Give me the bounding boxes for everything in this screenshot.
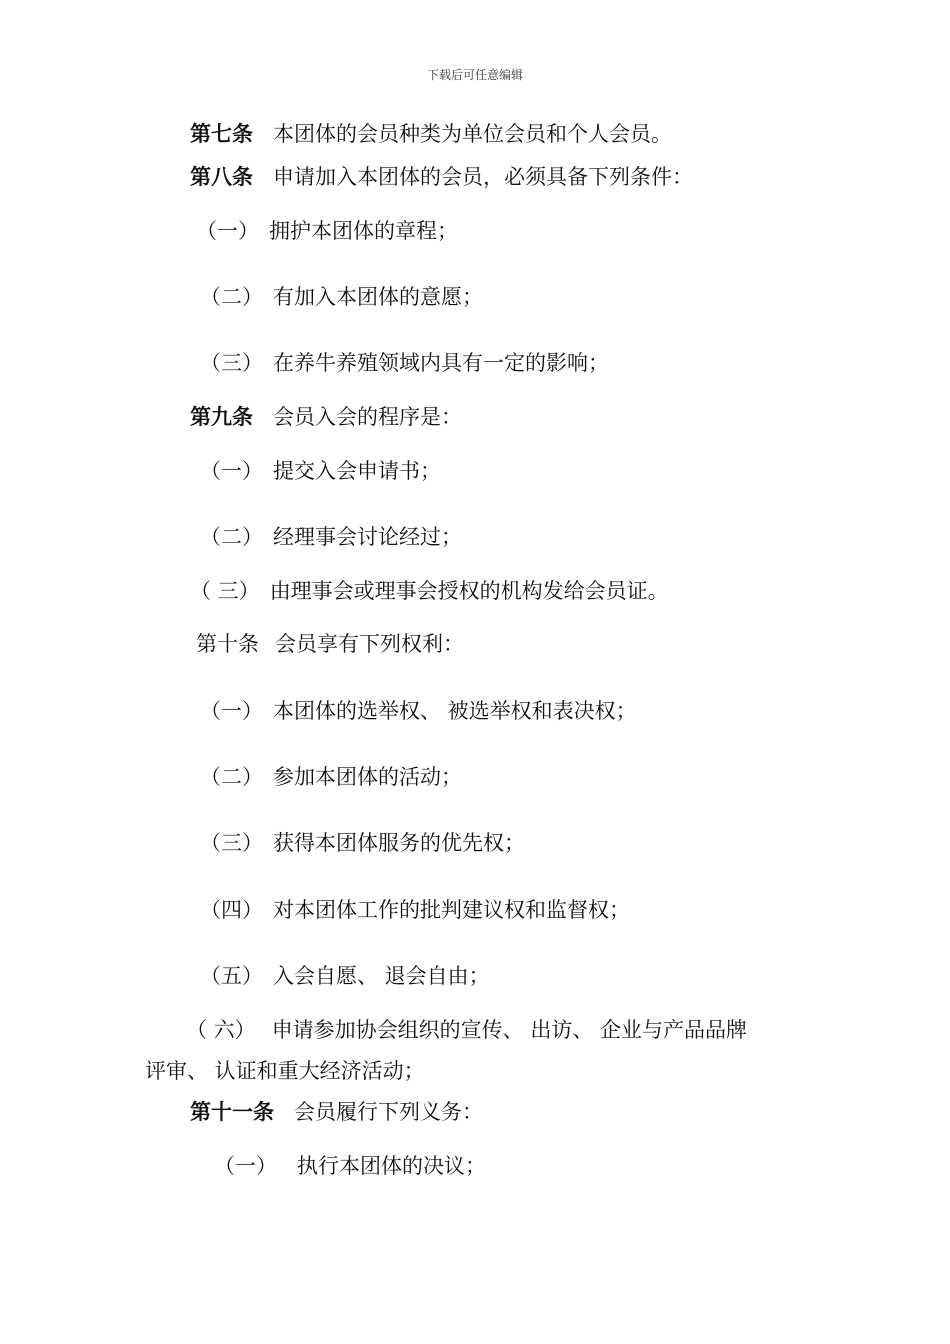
article-8-item-1: （一） 拥护本团体的章程；	[196, 219, 458, 243]
article-8-item-2: （二） 有加入本团体的意愿；	[200, 285, 483, 309]
article-11-title: 第十一条	[190, 1099, 274, 1124]
page-header: 下载后可任意编辑	[426, 68, 523, 82]
article-10-item-5: （五） 入会自愿、 退会自由；	[200, 964, 490, 988]
article-9-title: 第九条	[190, 404, 253, 429]
article-9-item-2: （二） 经理事会讨论经过；	[200, 525, 462, 549]
article-7	[190, 120, 672, 148]
article-10-item-6-continued: 评审、 认证和重大经济活动；	[145, 1059, 425, 1083]
article-8-title: 第八条	[190, 164, 253, 189]
article-8-item-3: （三） 在养牛养殖领域内具有一定的影响；	[200, 351, 609, 375]
article-10-text: 会员享有下列权利：	[275, 632, 464, 656]
article-10-title: 第十条	[196, 632, 259, 656]
article-9-item-1: （一） 提交入会申请书；	[200, 459, 441, 483]
article-9-item-3: （ 三） 由理事会或理事会授权的机构发给会员证。	[190, 579, 669, 603]
article-9-text: 会员入会的程序是：	[273, 405, 462, 429]
article-10-item-3: （三） 获得本团体服务的优先权；	[200, 831, 525, 855]
article-10-item-1: （一） 本团体的选举权、 被选举权和表决权；	[200, 699, 637, 723]
article-10-item-6: （ 六） 申请参加协会组织的宣传、 出访、 企业与产品品牌	[186, 1018, 748, 1042]
article-10-item-4: （四） 对本团体工作的批判建议权和监督权；	[200, 898, 630, 922]
article-9	[190, 403, 462, 431]
article-10	[196, 630, 464, 658]
article-11-item-1: （一） 执行本团体的决议；	[214, 1154, 486, 1178]
article-8	[190, 163, 693, 191]
article-11	[190, 1098, 483, 1126]
article-7-text: 本团体的会员种类为单位会员和个人会员。	[273, 122, 672, 146]
article-7-title: 第七条	[190, 121, 253, 146]
article-10-item-2: （二） 参加本团体的活动；	[200, 765, 462, 789]
article-11-text: 会员履行下列义务：	[294, 1100, 483, 1124]
article-8-text: 申请加入本团体的会员，必须具备下列条件：	[273, 165, 693, 189]
